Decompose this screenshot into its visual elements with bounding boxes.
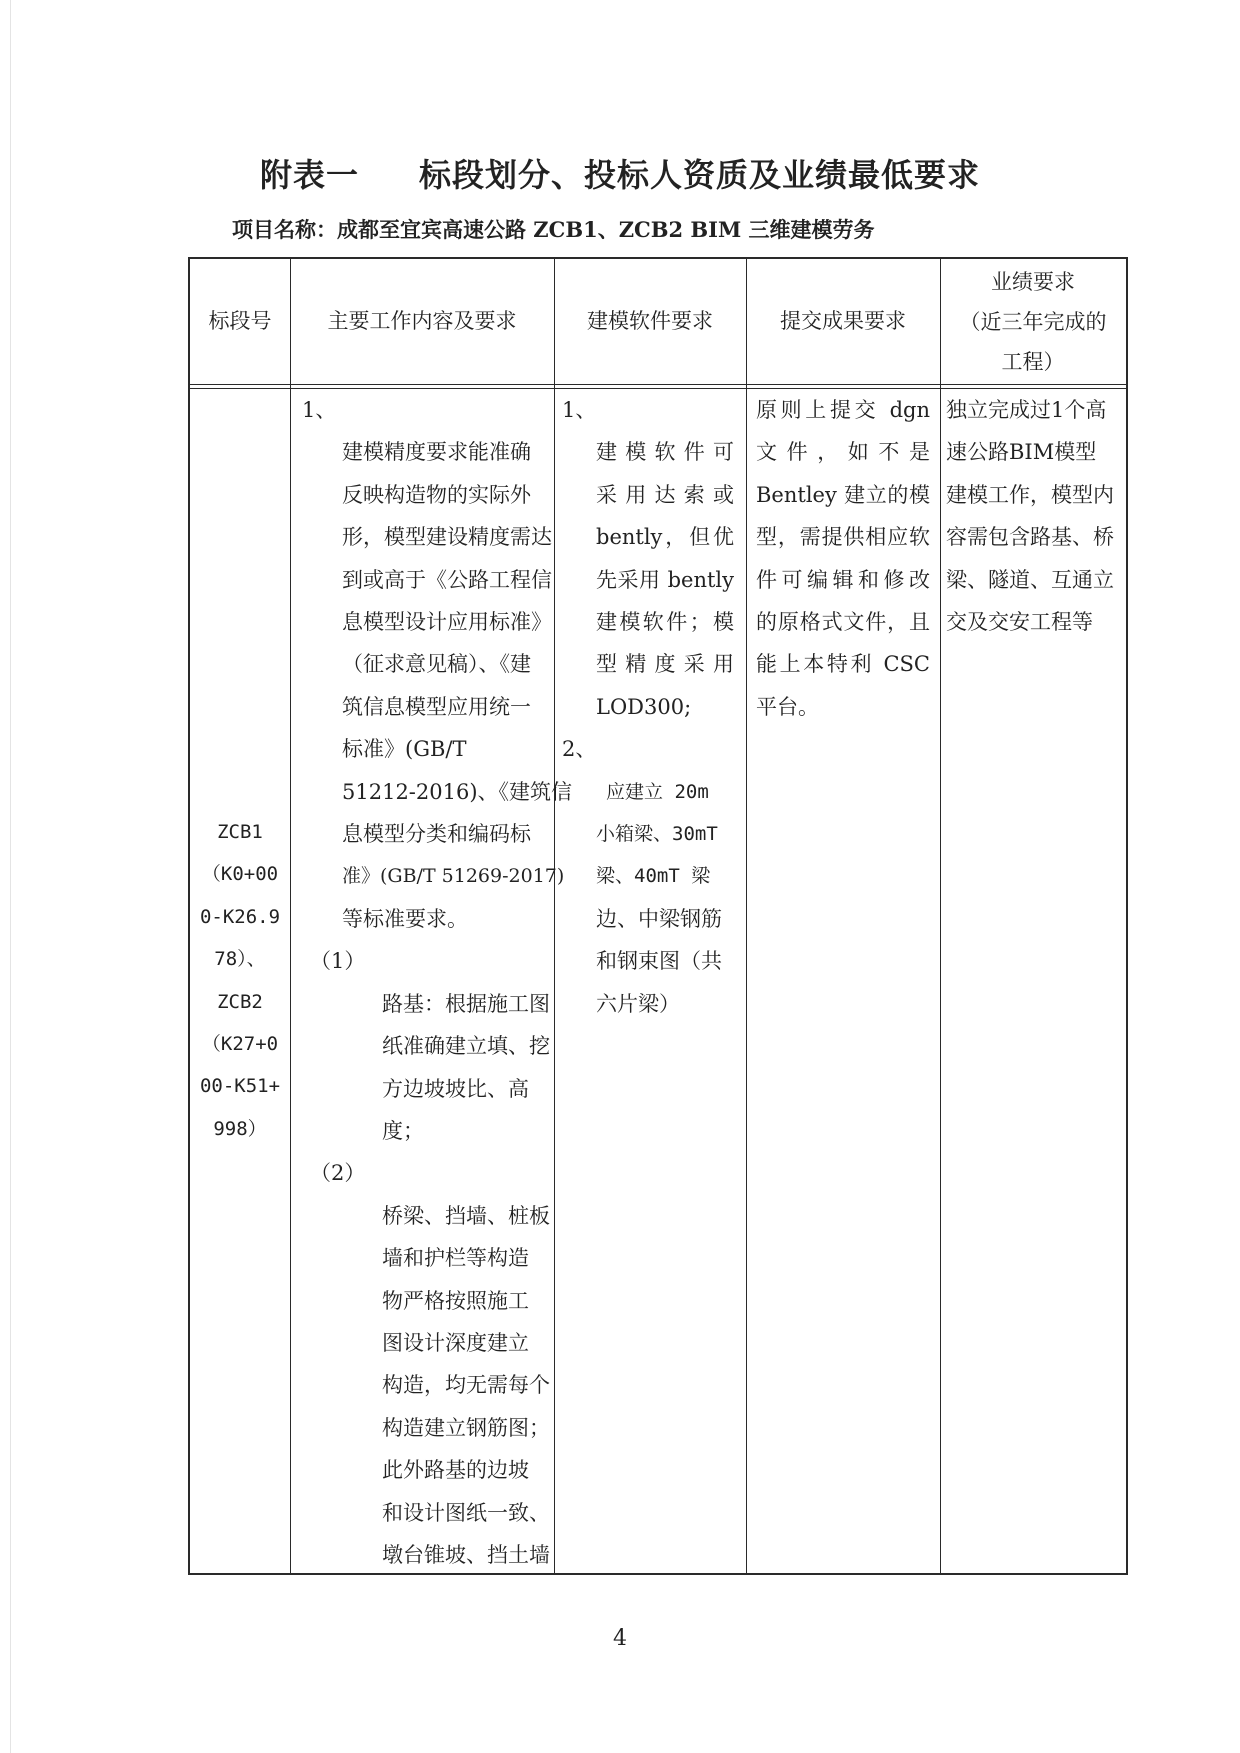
work-item-1-label: 1、 [302, 398, 337, 422]
software-item-1-body [554, 431, 746, 728]
software-item-1-line: 先采用 bently [596, 567, 734, 592]
header-performance-line: （近三年完成的 [959, 309, 1107, 334]
software-item-1-line: 采用达索或 [596, 482, 734, 507]
header-section-number-text: 标段号 [208, 309, 272, 334]
header-performance-line: 工程） [1001, 349, 1065, 374]
software-item-2-line: 梁、40mT 梁 [596, 865, 711, 888]
software-item-2-line: 边、中梁钢筋 [596, 906, 722, 931]
work-sub-2-line: 墙和护栏等构造 [382, 1246, 529, 1271]
software-item-1-line: 建模软件可 [596, 440, 734, 465]
performance-line: 独立完成过1个高 [946, 398, 1107, 422]
header-work-content [290, 259, 554, 384]
software-item-2-label: 2、 [562, 737, 597, 762]
software-item-2-line: 应建立 20m [606, 780, 709, 803]
software-item-1-label: 1、 [562, 398, 597, 422]
project-name-value: 成都至宜宾高速公路 ZCB1、ZCB2 BIM 三维建模劳务 [337, 217, 875, 242]
software-item-2-line: 和钢束图（共 [596, 949, 722, 974]
software-item-1-line: 建模软件；模 [596, 610, 734, 635]
software-item-1-line: bently，但优 [596, 525, 734, 550]
deliverable-line: 件可编辑和修改 [756, 567, 930, 592]
header-work-content-text: 主要工作内容及要求 [327, 309, 517, 334]
work-sub-2-line: 此外路基的边坡 [382, 1458, 529, 1483]
header-performance-line: 业绩要求 [991, 269, 1075, 294]
section-number-line: （K27+0 [201, 1033, 279, 1056]
title-part-2: 标段划分、投标人资质及业绩最低要求 [419, 156, 981, 194]
header-deliverables-text: 提交成果要求 [780, 309, 906, 334]
work-sub-1-line: 方边坡坡比、高 [382, 1076, 529, 1101]
work-sub-1-line: 度； [382, 1118, 424, 1143]
work-content-cell [290, 389, 573, 1576]
performance-line: 交及交安工程等 [946, 610, 1093, 635]
work-sub-2-line: 构造建立钢筋图； [382, 1415, 550, 1440]
header-software-text: 建模软件要求 [587, 309, 713, 334]
work-item-1-line: 筑信息模型应用统一 [342, 694, 531, 719]
header-performance-stack [960, 262, 1107, 382]
section-number-line: 78）、 [214, 948, 266, 971]
work-sub-1-body [290, 983, 554, 1153]
page-edge [10, 0, 11, 1753]
project-name-label: 项目名称： [232, 217, 337, 242]
work-item-1-line: 息模型分类和编码标 [342, 822, 531, 847]
work-sub-1-line: 路基：根据施工图 [382, 991, 550, 1016]
work-item-1-line: 形，模型建设精度需达 [342, 525, 552, 550]
deliverable-line: 文件，如不是 [756, 440, 930, 465]
software-item-2-line: 小箱梁、30mT [596, 823, 718, 846]
work-item-1-line: 标准》(GB/T [342, 737, 467, 762]
section-number-line: ZCB2 [217, 990, 263, 1013]
deliverable-line: Bentley 建立的模 [756, 482, 930, 507]
work-item-1-line: 51212-2016)、《建筑信 [342, 779, 573, 804]
section-number-cell [190, 811, 290, 1150]
work-sub-2-line: 图设计深度建立 [382, 1330, 529, 1355]
work-item-1-line: 等标准要求。 [342, 906, 468, 931]
project-name-line [232, 214, 875, 244]
work-sub-2-body [290, 1195, 554, 1577]
performance-line: 速公路BIM模型 [946, 440, 1097, 465]
section-number-line: 00-K51+ [199, 1075, 281, 1098]
section-number-line: 0-K26.9 [199, 905, 281, 928]
work-item-1-line: 准》(GB/T 51269-2017) [342, 865, 565, 888]
work-sub-2-line: 构造，均无需每个 [382, 1373, 550, 1398]
requirements-table [188, 257, 1128, 1575]
header-section-number [190, 259, 290, 384]
section-number-line: ZCB1 [217, 821, 263, 843]
deliverable-line: 能上本特利 CSC [756, 652, 930, 677]
performance-cell [940, 389, 1126, 643]
work-item-1-line: 息模型设计应用标准》 [342, 610, 552, 635]
header-deliverables [746, 259, 940, 384]
work-item-1-line: （征求意见稿）、《建 [342, 652, 531, 677]
header-divider [190, 384, 1126, 385]
work-item-1-line: 反映构造物的实际外 [342, 482, 531, 507]
work-sub-2-line: 和设计图纸一致、 [382, 1500, 550, 1525]
work-item-1-body [290, 431, 573, 940]
software-item-1-line: LOD300; [596, 694, 692, 719]
deliverable-line: 的原格式文件，且 [756, 610, 930, 635]
work-sub-2-line: 墩台锥坡、挡土墙 [382, 1542, 550, 1567]
performance-line: 梁、隧道、互通立 [946, 567, 1114, 592]
section-number-line: 998） [213, 1117, 267, 1140]
header-performance [940, 259, 1126, 384]
document-title [0, 150, 1240, 196]
performance-line: 建模工作，模型内 [946, 482, 1114, 507]
work-sub-2-line: 桥梁、挡墙、桩板 [382, 1203, 550, 1228]
software-item-1-line: 型精度采用 [596, 652, 734, 677]
work-sub-1-label: （1） [310, 949, 366, 974]
deliverable-line: 型，需提供相应软 [756, 525, 930, 550]
page-number: 4 [613, 1626, 627, 1651]
performance-line: 容需包含路基、桥 [946, 525, 1114, 550]
section-number-line: （K0+00 [201, 863, 279, 886]
deliverables-cell [746, 389, 940, 728]
work-sub-2-line: 物严格按照施工 [382, 1288, 529, 1313]
work-item-1-line: 建模精度要求能准确 [342, 440, 531, 465]
title-part-1: 附表一 [259, 156, 359, 194]
work-sub-1-line: 纸准确建立填、挖 [382, 1034, 550, 1059]
software-cell [554, 389, 746, 1025]
work-sub-2-label: （2） [310, 1161, 366, 1186]
software-item-2-line: 六片梁） [596, 991, 680, 1016]
deliverable-line: 平台。 [756, 694, 819, 719]
work-item-1-line: 到或高于《公路工程信 [342, 567, 552, 592]
header-software [554, 259, 746, 384]
software-item-2-body [554, 771, 746, 1025]
deliverable-line: 原则上提交 dgn [756, 398, 930, 422]
